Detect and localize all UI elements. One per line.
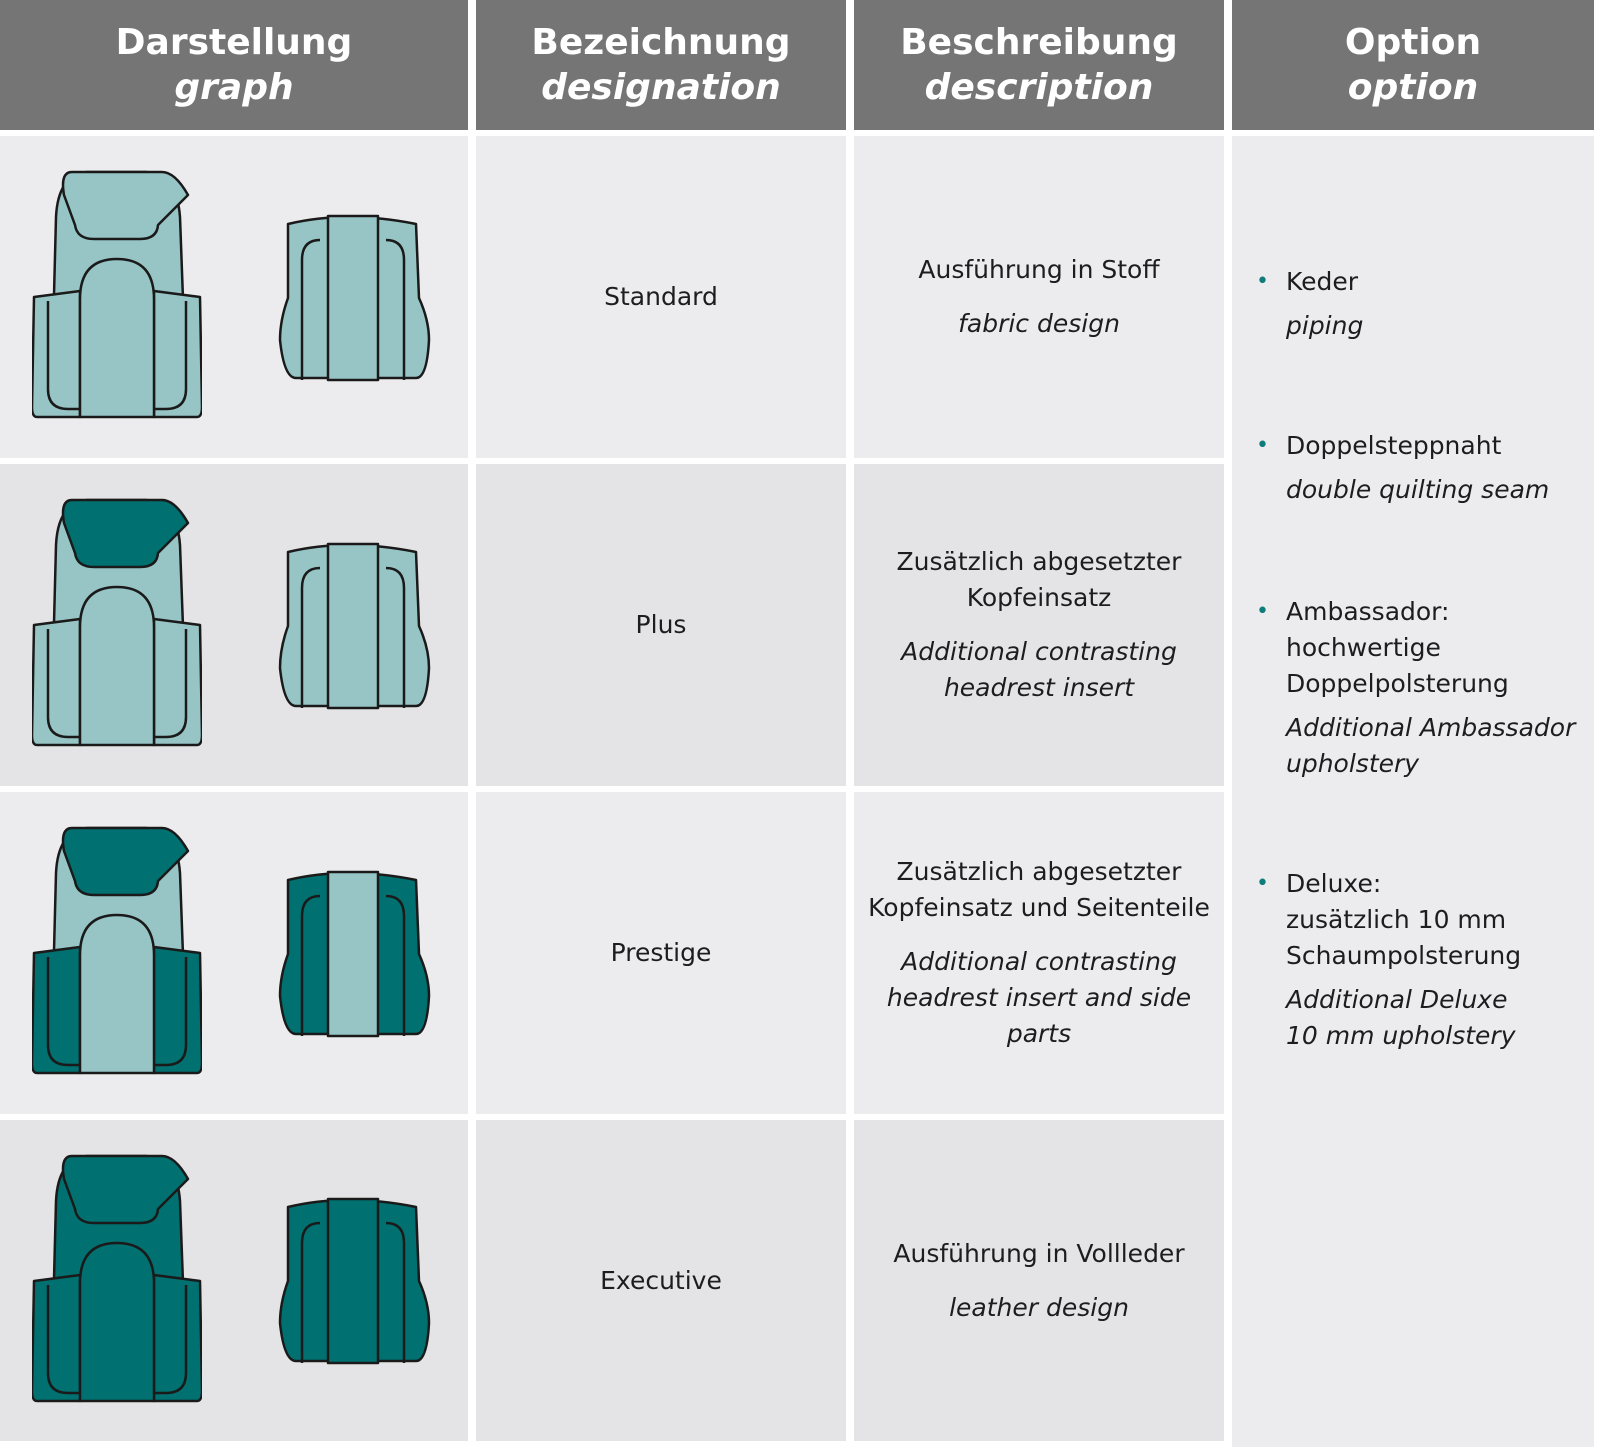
header-designation-en: designation [541, 67, 781, 108]
option-de: Ambassador: hochwertige Doppelpolsterung [1286, 597, 1509, 698]
seat-cushion-icon [276, 1193, 436, 1368]
bullet-icon: • [1256, 433, 1269, 458]
seat-backrest-icon [32, 823, 202, 1083]
seat-center-panel [80, 1243, 154, 1401]
cushion-center-panel [328, 544, 378, 708]
seat-center-panel [80, 259, 154, 417]
description-en: Additional contrasting headrest insert [901, 637, 1177, 702]
designation-label: Plus [635, 610, 687, 639]
graph-cell-prestige [0, 792, 468, 1114]
header-option-en: option [1347, 67, 1479, 108]
option-de: Deluxe: zusätzlich 10 mm Schaumpolsterung [1286, 869, 1522, 970]
seat-left-side [32, 1275, 80, 1401]
option-en: double quilting seam [1286, 475, 1550, 504]
description-cell [854, 136, 1224, 458]
header-option-de: Option [1344, 22, 1482, 63]
seat-left-side [32, 291, 80, 417]
description-en: Additional contrasting headrest insert and side parts [886, 947, 1192, 1048]
cushion-center-panel [328, 216, 378, 380]
option-en: Additional Deluxe 10 mm upholstery [1286, 985, 1516, 1050]
graph-cell-standard [0, 136, 468, 458]
header-description-en: description [924, 67, 1154, 108]
bullet-icon: • [1256, 269, 1269, 294]
designation-label: Prestige [610, 938, 712, 967]
cushion-center-panel [328, 872, 378, 1036]
option-de: Keder [1286, 267, 1359, 296]
option-item [1256, 866, 1594, 1054]
graph-cell-executive [0, 1120, 468, 1441]
designation-cell [476, 792, 846, 1114]
description-de: Zusätzlich abgesetzter Kopfeinsatz [896, 547, 1182, 612]
header-description-de: Beschreibung [900, 22, 1178, 63]
header-graph-en: graph [174, 67, 294, 108]
seat-backrest-icon [32, 167, 202, 427]
header-description [854, 0, 1224, 130]
seat-left-side [32, 619, 80, 745]
seat-right-side [154, 291, 202, 417]
option-en: Additional Ambassador upholstery [1286, 713, 1576, 778]
seat-left-side [32, 947, 80, 1073]
option-item [1256, 594, 1594, 782]
designation-cell [476, 1120, 846, 1441]
description-en: leather design [949, 1292, 1129, 1322]
seat-cushion-icon [276, 866, 436, 1041]
description-de: Zusätzlich abgesetzter Kopfeinsatz und Seitenteile [868, 857, 1210, 922]
bullet-icon: • [1256, 599, 1269, 624]
description-en: fabric design [958, 309, 1120, 338]
designation-label: Executive [600, 1265, 722, 1295]
options-cell [1232, 136, 1594, 1447]
option-de: Doppelsteppnaht [1286, 431, 1502, 460]
seat-right-side [154, 1275, 202, 1401]
description-cell [854, 1120, 1224, 1441]
description-cell [854, 792, 1224, 1114]
header-option [1232, 0, 1594, 130]
header-graph-de: Darstellung [115, 22, 353, 63]
seat-right-side [154, 947, 202, 1073]
seat-cushion-icon [276, 538, 436, 713]
seat-center-panel [80, 587, 154, 745]
header-designation [476, 0, 846, 130]
description-de: Ausführung in Vollleder [893, 1238, 1185, 1268]
seat-right-side [154, 619, 202, 745]
option-item [1256, 428, 1594, 508]
header-designation-de: Bezeichnung [531, 22, 791, 63]
graph-cell-plus [0, 464, 468, 786]
designation-cell [476, 464, 846, 786]
seat-center-panel [80, 915, 154, 1073]
seat-backrest-icon [32, 495, 202, 755]
header-graph [0, 0, 468, 130]
description-cell [854, 464, 1224, 786]
designation-cell [476, 136, 846, 458]
seat-cushion-icon [276, 210, 436, 385]
seat-backrest-icon [32, 1151, 202, 1411]
option-en: piping [1286, 311, 1364, 340]
description-de: Ausführung in Stoff [918, 255, 1160, 284]
bullet-icon: • [1256, 871, 1269, 896]
cushion-center-panel [328, 1199, 378, 1363]
designation-label: Standard [604, 282, 718, 311]
option-item [1256, 264, 1594, 344]
